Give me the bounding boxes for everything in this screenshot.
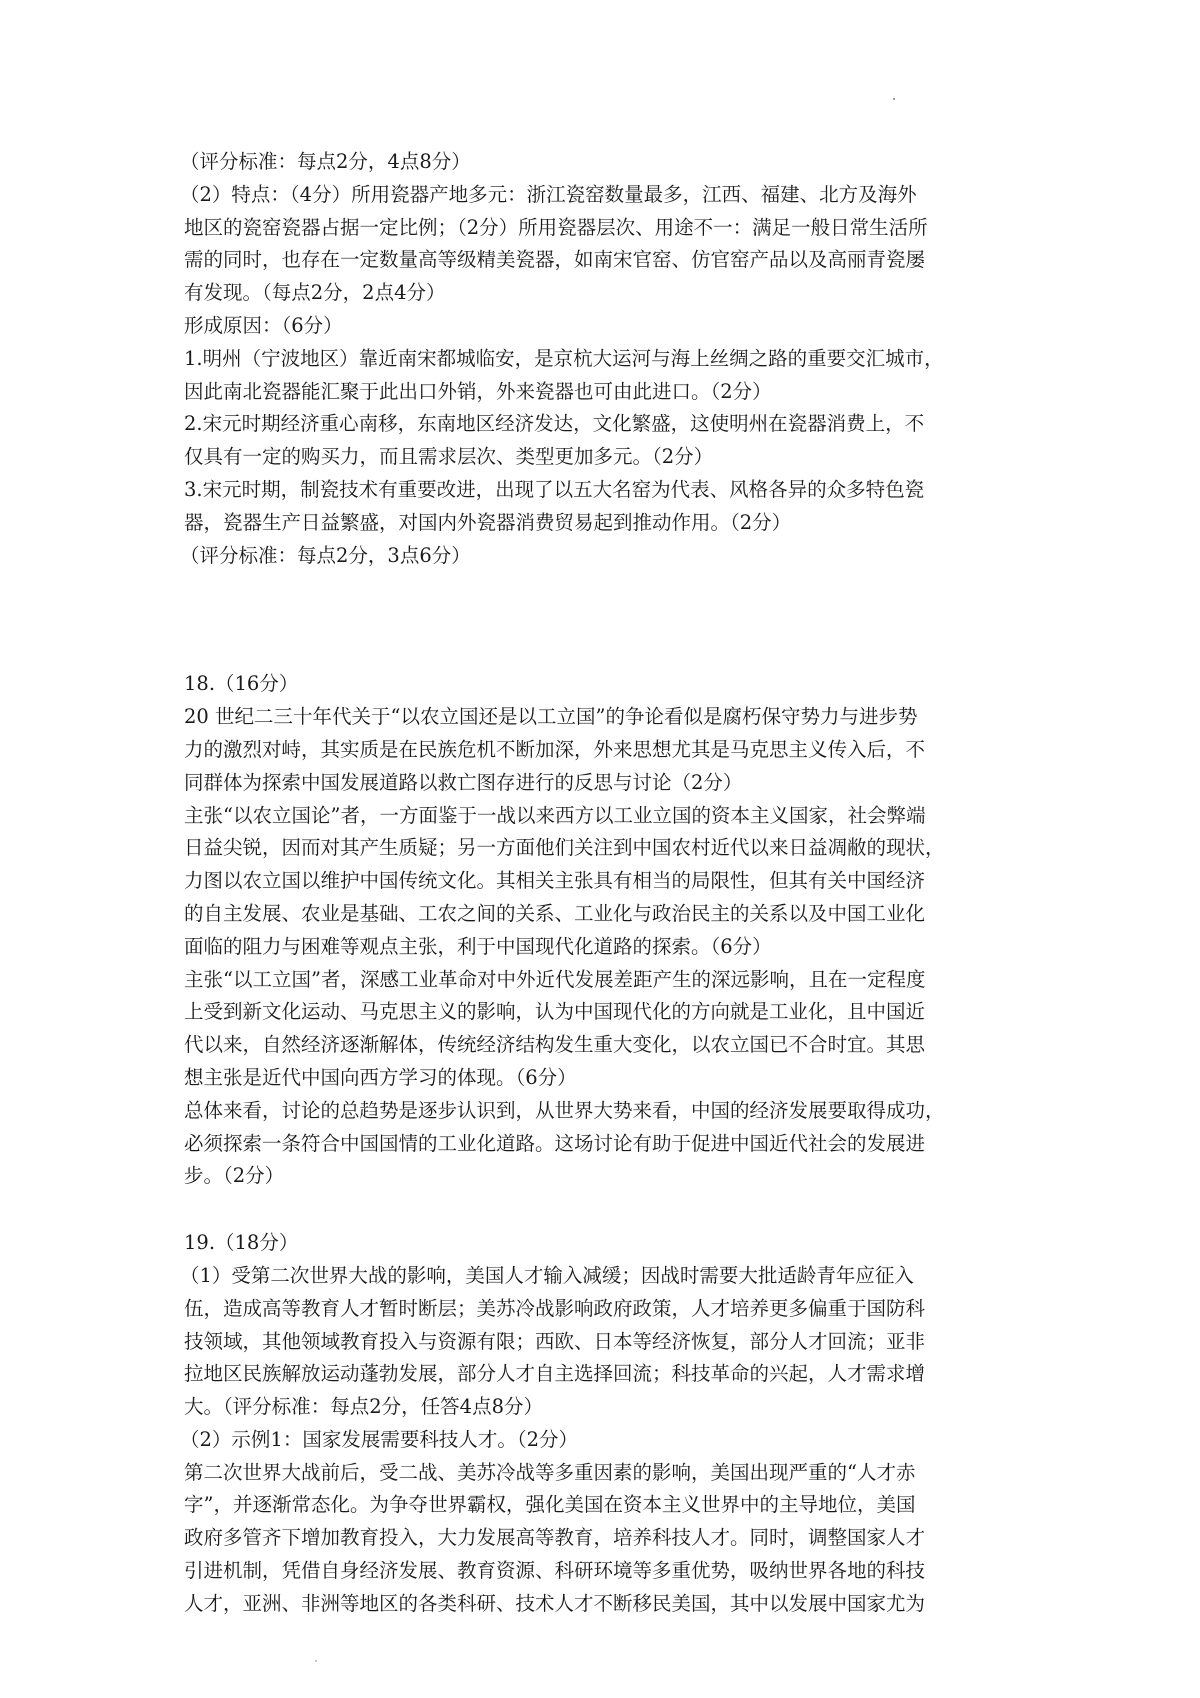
q19-heading: 19.（18分）: [184, 1231, 299, 1255]
q18-line: 力的激烈对峙，其实质是在民族危机不断加深，外来思想尤其是马克思主义传入后，不: [184, 737, 926, 761]
q18-line: 20 世纪二三十年代关于“以农立国还是以工立国”的争论看似是腐朽保守势力与进步势: [184, 705, 918, 729]
q19-line: 政府多管齐下增加教育投入，大力发展高等教育，培养科技人才。同时，调整国家人才: [184, 1526, 926, 1550]
q17-part2-line: 有发现。（每点2分，2点4分）: [184, 281, 446, 305]
q19-line: 伍，造成高等教育人才暂时断层；美苏冷战影响政府政策，人才培养更多偏重于国防科: [184, 1296, 926, 1320]
q18-line: 上受到新文化运动、马克思主义的影响，认为中国现代化的方向就是工业化，且中国近: [184, 1000, 926, 1024]
scan-speck: [893, 98, 895, 100]
q18-line: 总体来看，讨论的总趋势是逐步认识到，从世界大势来看，中国的经济发展要取得成功，: [184, 1098, 945, 1122]
q18-line: 的自主发展、农业是基础、工农之间的关系、工业化与政治民主的关系以及中国工业化: [184, 901, 926, 925]
q18-line: 想主张是近代中国向西方学习的体现。（6分）: [184, 1065, 577, 1089]
q18-heading: 18.（16分）: [184, 672, 299, 696]
q17-reason-line: 3.宋元时期，制瓷技术有重要改进，出现了以五大名窑为代表、风格各异的众多特色瓷: [184, 477, 925, 501]
answer-document: [180, 146, 1032, 1621]
q19-line: 第二次世界大战前后，受二战、美苏冷战等多重因素的影响，美国出现严重的“人才赤: [184, 1460, 916, 1484]
q19-line: 技领域，其他领域教育投入与资源有限；西欧、日本等经济恢复，部分人才回流；亚非: [184, 1329, 926, 1353]
q19-answer: [180, 1227, 1032, 1621]
q17-reason-line: 因此南北瓷器能汇聚于此出口外销，外来瓷器也可由此进口。（2分）: [184, 379, 772, 403]
q17-part2-line: （2）特点：（4分）所用瓷器产地多元：浙江瓷窑数量最多，江西、福建、北方及海外: [180, 182, 917, 206]
scan-speck-bottom: [315, 1660, 317, 1662]
q18-line: 主张“以农立国论”者，一方面鉴于一战以来西方以工业立国的资本主义国家，社会弊端: [184, 803, 926, 827]
q19-line: （2）示例1：国家发展需要科技人才。（2分）: [180, 1427, 578, 1451]
q17-part2-line: 地区的瓷窑瓷器占据一定比例；（2分）所用瓷器层次、用途不一：满足一般日常生活所: [184, 215, 928, 239]
q17-part1-scoring: （评分标准：每点2分，4点8分）: [180, 150, 471, 173]
q18-line: 代以来，自然经济逐渐解体，传统经济结构发生重大变化，以农立国已不合时宜。其思: [184, 1033, 926, 1057]
section-gap: [184, 572, 1032, 668]
section-gap: [184, 1193, 1032, 1227]
q19-line: 引进机制，凭借自身经济发展、教育资源、科研环境等多重优势，吸纳世界各地的科技: [184, 1559, 926, 1583]
q17-reason-line: 仅具有一定的购买力，而且需求层次、类型更加多元。（2分）: [184, 445, 714, 469]
q18-line: 同群体为探索中国发展道路以救亡图存进行的反思与讨论（2分）: [184, 770, 743, 794]
q19-line: 字”，并逐渐常态化。为争夺世界霸权，强化美国在资本主义世界中的主导地位，美国: [184, 1493, 916, 1517]
q17-part2-scoring: （评分标准：每点2分，3点6分）: [180, 543, 471, 567]
q18-line: 面临的阻力与困难等观点主张，利于中国现代化道路的探索。（6分）: [184, 934, 772, 958]
q19-line: （1）受第二次世界大战的影响，美国人才输入减缓；因战时需要大批适龄青年应征入: [180, 1263, 914, 1287]
q18-answer: [184, 668, 1032, 1193]
q19-line: 拉地区民族解放运动蓬勃发展，部分人才自主选择回流；科技革命的兴起，人才需求增: [184, 1362, 926, 1386]
q17-reason-line: 2.宋元时期经济重心南移，东南地区经济发达，文化繁盛，这使明州在瓷器消费上，不: [184, 412, 925, 436]
q17-part2-line: 需的同时，也存在一定数量高等级精美瓷器，如南宋官窑、仿官窑产品以及高丽青瓷屡: [184, 248, 926, 272]
q17-reason-line: 器，瓷器生产日益繁盛，对国内外瓷器消费贸易起到推动作用。（2分）: [184, 510, 792, 534]
q17-part2: [180, 179, 1032, 573]
q18-line: 力图以农立国以维护中国传统文化。其相关主张具有相当的局限性，但其有关中国经济: [184, 869, 926, 893]
q17-reason-line: 1.明州（宁波地区）靠近南宋都城临安，是京杭大运河与海上丝绸之路的重要交汇城市，: [184, 346, 944, 370]
q17-reasons-heading: 形成原因：（6分）: [184, 313, 343, 337]
q19-line: 大。（评分标准：每点2分，任答4点8分）: [184, 1395, 543, 1419]
q18-line: 主张“以工立国”者，深感工业革命对中外近代发展差距产生的深远影响，且在一定程度: [184, 967, 926, 991]
q19-line: 人才，亚洲、非洲等地区的各类科研、技术人才不断移民美国，其中以发展中国家尤为: [184, 1591, 926, 1615]
q18-line: 必须探索一条符合中国国情的工业化道路。这场讨论有助于促进中国近代社会的发展进: [184, 1131, 926, 1155]
q18-line: 步。（2分）: [184, 1164, 285, 1188]
q18-line: 日益尖锐，因而对其产生质疑；另一方面他们关注到中国农村近代以来日益凋敝的现状，: [184, 836, 945, 860]
